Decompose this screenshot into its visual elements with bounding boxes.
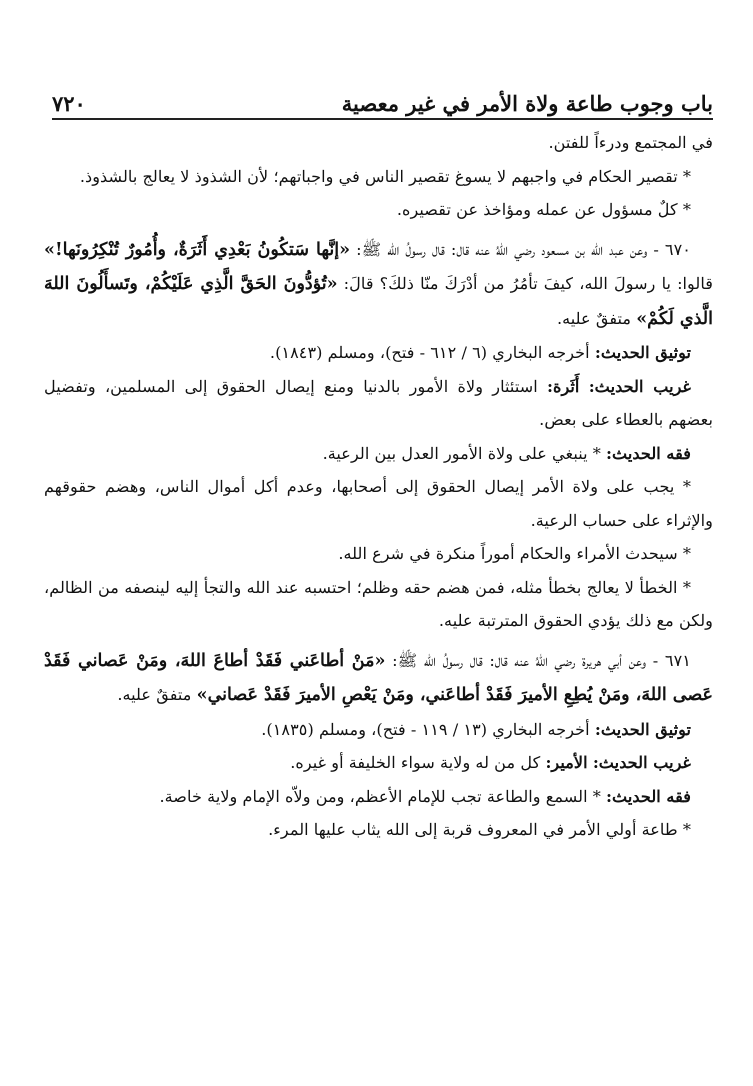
fiqh: [44, 437, 713, 471]
page-header: [52, 76, 713, 116]
gharib-word: الأمير:: [545, 753, 588, 772]
chapter-title: باب وجوب طاعة ولاة الأمر في غير معصية: [341, 91, 713, 116]
page-body: [44, 126, 713, 847]
hadith-end: متفقٌ عليه.: [117, 685, 192, 704]
tawthiq-text: أخرجه البخاري (٦ / ٦١٢ - فتح)، ومسلم (١٨٤٣).: [269, 343, 590, 362]
fiqh-text: * ينبغي على ولاة الأمور العدل بين الرعية.: [322, 443, 601, 463]
page-number: ٧٢٠: [52, 91, 86, 116]
fiqh: [44, 780, 713, 814]
gharib-word: أَثَرة:: [547, 376, 580, 396]
section-label: توثيق الحديث:: [594, 343, 691, 362]
gharib-text: استئثار ولاة الأمور بالدنيا ومنع إيصال الحقوق إلى المسلمين، وتفضيل بعضهم بالعطاء على بعض.: [44, 376, 713, 429]
section-label: فقه الحديث:: [606, 786, 691, 806]
hadith-670: [44, 233, 713, 337]
hadith-text: «تُؤدُّونَ الحَقَّ الَّذِي عَلَيْكُمْ، وتَسأَلُونَ اللهَ الَّذي لَكُمْ»: [44, 274, 713, 329]
paragraph: * يجب على ولاة الأمر إيصال الحقوق إلى أصحابها، وعدم أكل أموال الناس، وهضم حقوقهم والإثراء على حساب الرعية.: [44, 477, 713, 530]
hadith-text: «إنَّها سَتكُونُ بَعْدِي أَثَرَةٌ، وأُمُورٌ تُنْكِرُونَها!»: [44, 239, 351, 260]
hadith-671: [44, 644, 713, 713]
gharib: [44, 746, 713, 780]
paragraph: * تقصير الحكام في واجبهم لا يسوغ تقصير الناس في واجباتهم؛ لأن الشذوذ لا يعالج بالشذوذ.: [79, 166, 691, 186]
hadith-intro: ٦٧١ - وعن أبي هريرة رضي اللهُ عنه قال: قال رسولُ الله ﷺ:: [392, 650, 691, 670]
hadith-mid: قالوا: يا رسولَ الله، كيفَ تأمُرُ من أدْرَكَ منّا ذلكَ؟ قالَ:: [343, 274, 714, 293]
paragraph: * سيحدث الأمراء والحكام أموراً منكرة في شرع الله.: [338, 544, 691, 563]
paragraph: * طاعة أولي الأمر في المعروف قربة إلى الله يثاب عليها المرء.: [268, 820, 691, 839]
hadith-end: متفقٌ عليه.: [556, 308, 632, 328]
tawthiq: [44, 336, 713, 370]
paragraph: * الخطأ لا يعالج بخطأ مثله، فمن هضم حقه وظلم؛ احتسبه عند الله والتجأ إليه لينصفه من الظالم، ولكن مع ذلك يؤدي الحقوق المترتبة عليه.: [44, 577, 713, 630]
header-rule: [52, 118, 713, 120]
section-label: غريب الحديث:: [592, 753, 691, 772]
hadith-intro: ٦٧٠ - وعن عبد الله بن مسعود رضي اللهُ عنه قال: قال رسولُ الله ﷺ:: [356, 239, 691, 259]
paragraph: * كلٌ مسؤول عن عمله ومؤاخذ عن تقصيره.: [396, 200, 691, 219]
tawthiq-text: أخرجه البخاري (١٣ / ١١٩ - فتح)، ومسلم (١٨٣٥).: [261, 719, 590, 739]
section-label: توثيق الحديث:: [594, 719, 691, 739]
hadith-text: «مَنْ أطاعَني فَقَدْ أطاعَ اللهَ، ومَنْ عَصاني فَقَدْ عَصى اللهَ، ومَنْ يُطِعِ الأميرَ فَقَدْ أطاعَني، ومَنْ يَعْصِ الأميرَ فَقَدْ عَصاني»: [44, 650, 713, 705]
fiqh-text: * السمع والطاعة تجب للإمام الأعظم، ومن ولاّه الإمام ولاية خاصة.: [159, 786, 601, 806]
section-label: فقه الحديث:: [606, 443, 691, 463]
gharib-text: كل من له ولاية سواء الخليفة أو غيره.: [290, 753, 541, 772]
gharib: [44, 370, 713, 437]
paragraph: في المجتمع ودرءاً للفتن.: [548, 133, 713, 152]
tawthiq: [44, 713, 713, 747]
section-label: غريب الحديث:: [588, 376, 691, 396]
